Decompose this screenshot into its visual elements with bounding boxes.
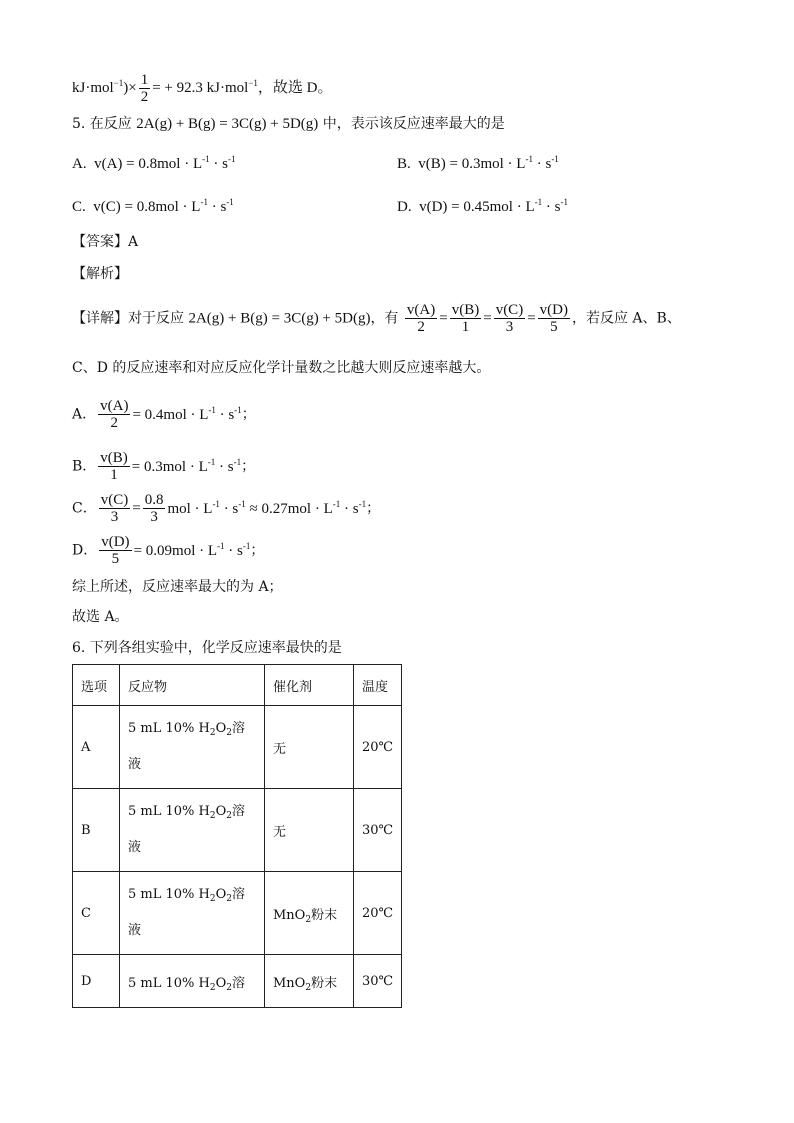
table-header-row — [73, 665, 402, 706]
q6-options-table — [72, 664, 402, 1008]
row-temperature: 30℃ — [354, 955, 402, 1008]
question-6-stem: 6. 下列各组实验中，化学反应速率最快的是 — [72, 640, 342, 656]
table-row — [73, 789, 402, 872]
row-temperature: 20℃ — [354, 706, 402, 789]
q5-calc-a: A． $\frac{v(A)}{2}$ = $0.4mol \cdot L^{-1} \cdot s^{-1}$； — [72, 398, 256, 431]
header-option: 选项 — [73, 665, 120, 706]
row-option: D — [73, 955, 120, 1008]
header-catalyst: 催化剂 — [265, 665, 354, 706]
q5-option-b: B. $v(B) = 0.3mol \cdot L^{-1} \cdot s^{-1}$ — [397, 154, 559, 172]
q5-option-d: D. $v(D) = 0.45mol \cdot L^{-1} \cdot s^{-1}$ — [397, 197, 568, 215]
q5-calc-b: B． $\frac{v(B)}{1}$ = $0.3mol \cdot L^{-1} \cdot s^{-1}$； — [72, 450, 256, 483]
row-catalyst: 无 — [265, 706, 354, 789]
q5-summary: 综上所述，反应速率最大的为 A； — [72, 579, 283, 595]
table-row — [73, 955, 402, 1008]
row-temperature: 20℃ — [354, 872, 402, 955]
question-5-stem: 5. 在反应 2A(g) + B(g) = 3C(g) + 5D(g) 中，表示该反应速率最大的是 — [72, 116, 505, 132]
q5-option-c: C. $v(C) = 0.8mol \cdot L^{-1} \cdot s^{-1}$ — [72, 197, 234, 215]
row-reactant: 5 mL 10% $H_2O_2$溶 液 — [120, 706, 265, 789]
q5-answer: 【答案】A — [72, 234, 139, 250]
prev-answer-tail: kJ·mol$^{-1}$)× $\frac{1}{2}$ = + 92.3 kJ·mol$^{-1}$，故选 D。 — [72, 72, 333, 105]
table-row — [73, 872, 402, 955]
header-reactant: 反应物 — [120, 665, 265, 706]
row-reactant: 5 mL 10% $H_2O_2$溶 液 — [120, 872, 265, 955]
row-option: C — [73, 872, 120, 955]
row-catalyst: MnO$_2$粉末 — [265, 872, 354, 955]
q5-calc-c: C． $\frac{v(C)}{3}$ = $\frac{0.8}{3}$ mol · $L^{-1} \cdot s^{-1} \approx 0.27mol \cdot L^{-1} \cdot s^{-1}$； — [72, 492, 381, 525]
q5-option-a: A. $v(A) = 0.8mol \cdot L^{-1} \cdot s^{-1}$ — [72, 154, 236, 172]
q5-calc-d: D． $\frac{v(D)}{5}$ = $0.09mol \cdot L^{-1} \cdot s^{-1}$； — [72, 534, 265, 567]
row-reactant: 5 mL 10% $H_2O_2$溶 液 — [120, 789, 265, 872]
row-reactant: 5 mL 10% $H_2O_2$溶 — [120, 955, 265, 1008]
table-row — [73, 706, 402, 789]
q5-analysis-heading: 【解析】 — [72, 266, 128, 282]
row-temperature: 30℃ — [354, 789, 402, 872]
header-temperature: 温度 — [354, 665, 402, 706]
row-option: B — [73, 789, 120, 872]
row-catalyst: 无 — [265, 789, 354, 872]
row-catalyst: MnO$_2$粉末 — [265, 955, 354, 1008]
q5-detail-line2: C、D 的反应速率和对应反应化学计量数之比越大则反应速率越大。 — [72, 360, 491, 376]
q5-choose: 故选 A。 — [72, 609, 129, 625]
q5-detail-line1: 【详解】对于反应 2A(g) + B(g) = 3C(g) + 5D(g)，有 $\frac{v(A)}{2}$ = $\frac{v(B)}{1}$ = $\frac{v(C)}{3}$ = $\frac{v(D)}{5}$ ，若反应 A、B、 — [72, 302, 681, 335]
row-option: A — [73, 706, 120, 789]
